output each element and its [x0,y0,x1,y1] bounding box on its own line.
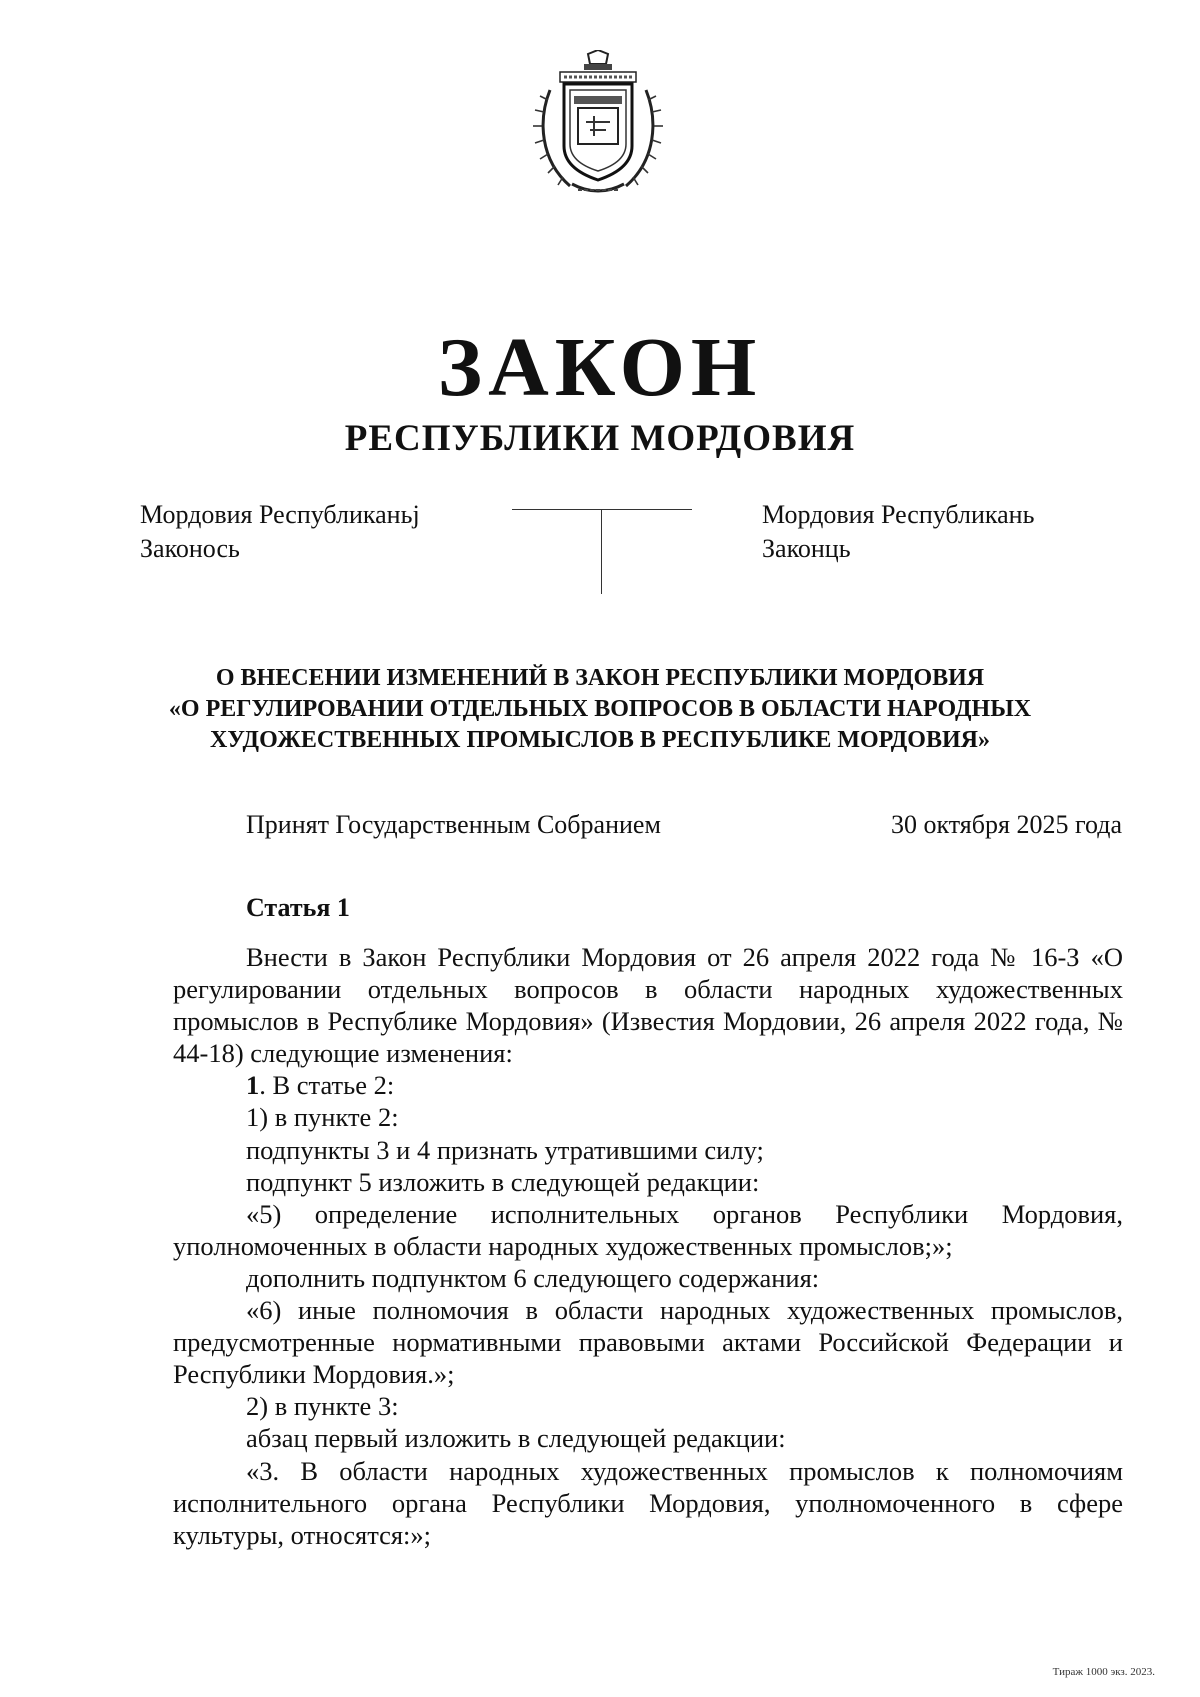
divider-horizontal [512,509,692,510]
law-title-line1: О ВНЕСЕНИИ ИЗМЕНЕНИЙ В ЗАКОН РЕСПУБЛИКИ МОРДОВИЯ [215,665,985,691]
moksha-title-line2: Законось [140,534,240,563]
paragraph-9: «3. В области народных художественных промыслов к полномочиям исполнительного органа Республики Мордовия, уполномоченного в сфере культуры, относятся:»; [173,1455,1123,1550]
law-title-line3: ХУДОЖЕСТВЕННЫХ ПРОМЫСЛОВ В РЕСПУБЛИКЕ МОРДОВИЯ» [210,727,990,753]
paragraph-2: подпункты 3 и 4 признать утратившими силу; [246,1134,764,1165]
paragraph-4: «5) определение исполнительных органов Республики Мордовия, уполномоченных в области народных художественных промыслов;»; [173,1198,1123,1261]
adopted-date: 30 октября 2025 года [891,810,1122,839]
paragraph-6: «6) иные полномочия в области народных художественных промыслов, предусмотренные нормативными правовыми актами Российской Федерации и Республики Мордовия.»; [173,1295,1123,1390]
article-item-1-text: . В статье 2: [259,1070,395,1101]
moksha-title [140,498,480,566]
paragraph-1: 1) в пункте 2: [246,1102,399,1133]
divider-vertical [601,510,602,594]
erzya-title [762,498,1102,566]
paragraph-5: дополнить подпунктом 6 следующего содержания: [246,1262,820,1293]
article-body [173,941,1123,1551]
paragraph-3: подпункт 5 изложить в следующей редакции: [246,1166,760,1197]
document-title: ЗАКОН [437,321,763,414]
paragraph-7: 2) в пункте 3: [246,1391,399,1422]
article-item-1-number: 1 [246,1070,260,1101]
adopted-by: Принят Государственным Собранием [246,810,661,839]
paragraph-8: абзац первый изложить в следующей редакции: [246,1423,786,1454]
print-run-note: Тираж 1000 экз. 2023. [1052,1666,1155,1678]
article-heading: Статья 1 [246,893,350,922]
law-title [120,663,1080,756]
coat-of-arms-icon [530,50,666,202]
erzya-title-line2: Законць [762,534,851,563]
article-item-1 [173,1069,1123,1101]
document-subtitle: РЕСПУБЛИКИ МОРДОВИЯ [344,418,856,459]
erzya-title-line1: Мордовия Республикань [762,500,1035,529]
moksha-title-line1: Мордовия Республиканьj [140,500,420,529]
law-title-line2: «О РЕГУЛИРОВАНИИ ОТДЕЛЬНЫХ ВОПРОСОВ В ОБЛАСТИ НАРОДНЫХ [168,696,1032,722]
article-intro: Внести в Закон Республики Мордовия от 26 апреля 2022 года № 16-З «О регулировании отдельных вопросов в области народных художественных промыслов в Республике Мордовия» (Известия Мордовии, 26 апреля 2022 года, № 44-18) следующие изменения: [173,942,1123,1069]
